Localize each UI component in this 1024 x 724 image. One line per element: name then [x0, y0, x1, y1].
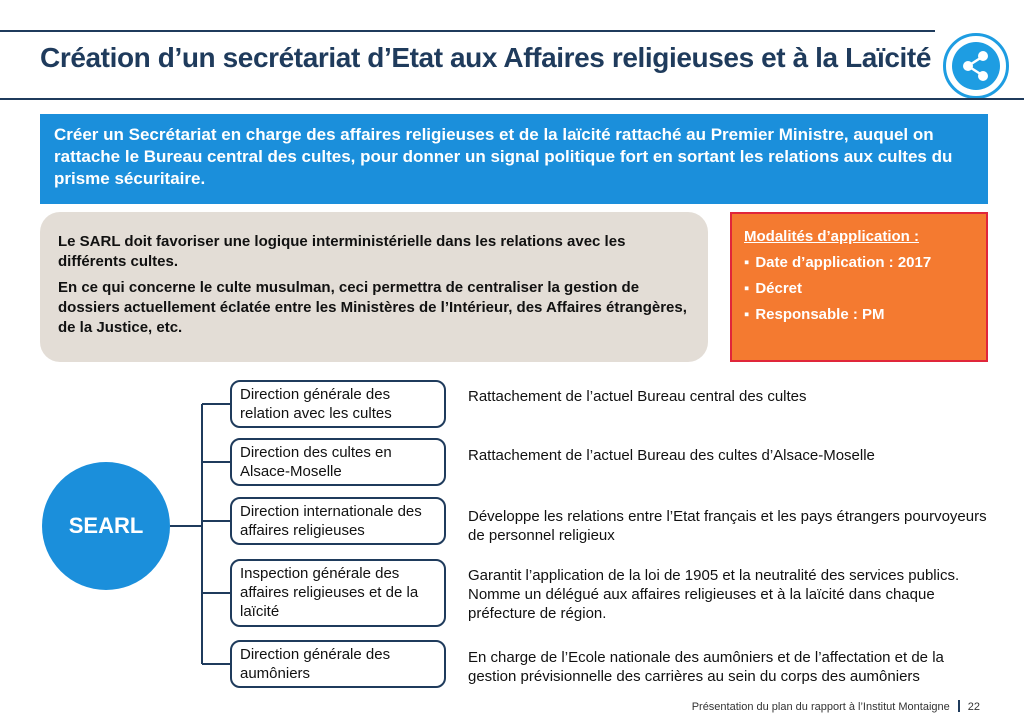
- footer-separator: [958, 700, 960, 712]
- direction-box-relations-cultes: Direction générale des relation avec les cultes: [230, 380, 446, 428]
- direction-description-aumoniers: En charge de l’Ecole nationale des aumôniers et de l’affectation et de la gestion prévisionnelle des carrières au sein du corps des aumôniers: [468, 649, 944, 685]
- modalites-item-decret: ▪ Décret: [744, 276, 974, 302]
- intro-paragraph-2: En ce qui concerne le culte musulman, ceci permettra de centraliser la gestion de dossiers actuellement éclatée entre les Ministères de l’Intérieur, des Affaires étrangères, de la Justice, etc.: [58, 279, 687, 336]
- footer-text: Présentation du plan du rapport à l’Institut Montaigne: [691, 701, 950, 713]
- direction-box-internationale: Direction internationale des affaires religieuses: [230, 497, 446, 545]
- direction-box-alsace-moselle: Direction des cultes en Alsace-Moselle: [230, 438, 446, 486]
- page-number: 22: [967, 701, 980, 713]
- direction-description-inspection: Garantit l’application de la loi de 1905 et la neutralité des services publics. Nomme un délégué aux affaires religieuses et à la laïcité dans chaque préfecture de région.: [468, 567, 960, 622]
- page-title: Création d’un secrétariat d’Etat aux Affaires religieuses et à la Laïcité: [40, 42, 931, 73]
- footer: [600, 700, 980, 713]
- direction-description-relations-cultes: Rattachement de l’actuel Bureau central des cultes: [468, 388, 807, 405]
- direction-box-inspection: Inspection générale des affaires religieuses et de la laïcité: [230, 559, 446, 627]
- modalites-item-date: ▪ Date d’application : 2017: [744, 250, 974, 276]
- summary-banner: Créer un Secrétariat en charge des affaires religieuses et de la laïcité rattaché au Premier Ministre, auquel on rattache le Bureau central des cultes, pour donner un signal politique fort en sortant les relations aux cultes du prisme sécuritaire.: [40, 114, 988, 204]
- direction-box-aumoniers: Direction générale des aumôniers: [230, 640, 446, 688]
- direction-description-internationale: Développe les relations entre l’Etat français et les pays étrangers pourvoyeurs de personnel religieux: [468, 508, 987, 544]
- direction-description-alsace-moselle: Rattachement de l’actuel Bureau des cultes d’Alsace-Moselle: [468, 447, 875, 464]
- modalites-heading: Modalités d’application :: [744, 228, 920, 245]
- searl-circle: SEARL: [42, 462, 170, 590]
- modalites-item-responsable: ▪ Responsable : PM: [744, 302, 974, 328]
- intro-paragraph-1: Le SARL doit favoriser une logique interministérielle dans les relations avec les différents cultes.: [58, 233, 626, 270]
